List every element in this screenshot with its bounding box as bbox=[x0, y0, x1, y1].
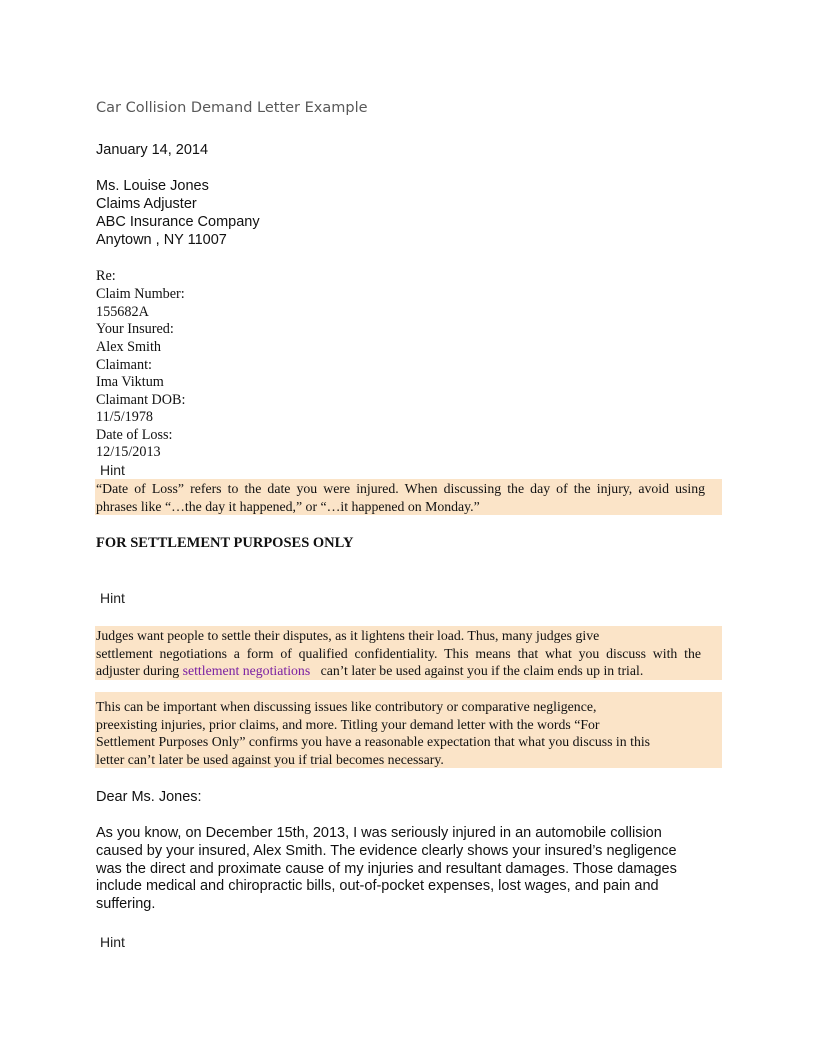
recipient-role: Claims Adjuster bbox=[96, 196, 197, 212]
hint-label[interactable]: Hint bbox=[100, 934, 125, 950]
hint-line bbox=[96, 662, 701, 680]
hint-line: Settlement Purposes Only” confirms you have a reasonable expectation that what you discuss in this bbox=[96, 734, 651, 750]
document-title: Car Collision Demand Letter Example bbox=[96, 100, 368, 116]
hint-line: “Date of Loss” refers to the date you were injured. When discussing the day of the injury, avoid using bbox=[96, 481, 705, 496]
claimant-dob-label: Claimant DOB: bbox=[96, 392, 186, 408]
body-paragraph bbox=[96, 825, 696, 914]
letter-date: January 14, 2014 bbox=[96, 142, 209, 158]
hint-line: phrases like “…the day it happened,” or “…it happened on Monday.” bbox=[96, 498, 480, 514]
date-of-loss-label: Date of Loss: bbox=[96, 427, 173, 443]
body-line: caused by your insured, Alex Smith. The evidence clearly shows your insured’s negligence bbox=[96, 842, 677, 859]
claim-number-label: Claim Number: bbox=[96, 286, 185, 302]
body-line: was the direct and proximate cause of my injuries and resultant damages. Those damages bbox=[96, 860, 677, 877]
hint-label[interactable]: Hint bbox=[100, 590, 125, 606]
insured-value: Alex Smith bbox=[96, 339, 162, 355]
body-line: include medical and chiropractic bills, out-of-pocket expenses, lost wages, and pain and bbox=[96, 878, 659, 895]
settlement-negotiations-link[interactable]: settlement negotiations bbox=[182, 663, 311, 679]
claimant-dob-value: 11/5/1978 bbox=[96, 409, 154, 425]
recipient-company: ABC Insurance Company bbox=[96, 214, 260, 230]
hint-line: letter can’t later be used against you if trial becomes necessary. bbox=[96, 752, 444, 768]
salutation: Dear Ms. Jones: bbox=[96, 789, 202, 805]
hint-box-text bbox=[96, 480, 705, 515]
body-line: suffering. bbox=[96, 896, 156, 913]
hint-text: adjuster during bbox=[96, 663, 183, 679]
hint-box-text bbox=[96, 698, 696, 769]
claimant-value: Ima Viktum bbox=[96, 374, 164, 390]
settlement-heading: FOR SETTLEMENT PURPOSES ONLY bbox=[96, 535, 354, 551]
hint-line: Judges want people to settle their disputes, as it lightens their load. Thus, many judges give bbox=[96, 628, 600, 643]
hint-line: settlement negotiations a form of qualified confidentiality. This means that what you discuss with the bbox=[96, 645, 701, 661]
hint-box-text bbox=[96, 627, 701, 680]
insured-label: Your Insured: bbox=[96, 321, 174, 337]
recipient-address: Anytown , NY 11007 bbox=[96, 232, 227, 248]
recipient-name: Ms. Louise Jones bbox=[96, 178, 209, 194]
date-of-loss-value: 12/15/2013 bbox=[96, 444, 161, 460]
hint-line: This can be important when discussing issues like contributory or comparative negligence, bbox=[96, 699, 597, 714]
claimant-label: Claimant: bbox=[96, 357, 152, 373]
hint-line: preexisting injuries, prior claims, and more. Titling your demand letter with the words “For bbox=[96, 716, 600, 732]
body-line: As you know, on December 15th, 2013, I was seriously injured in an automobile collision bbox=[96, 825, 662, 841]
re-label: Re: bbox=[96, 268, 116, 284]
hint-text: can’t later be used against you if the claim ends up in trial. bbox=[310, 663, 644, 679]
hint-label[interactable]: Hint bbox=[100, 462, 125, 478]
claim-number-value: 155682A bbox=[96, 304, 149, 320]
